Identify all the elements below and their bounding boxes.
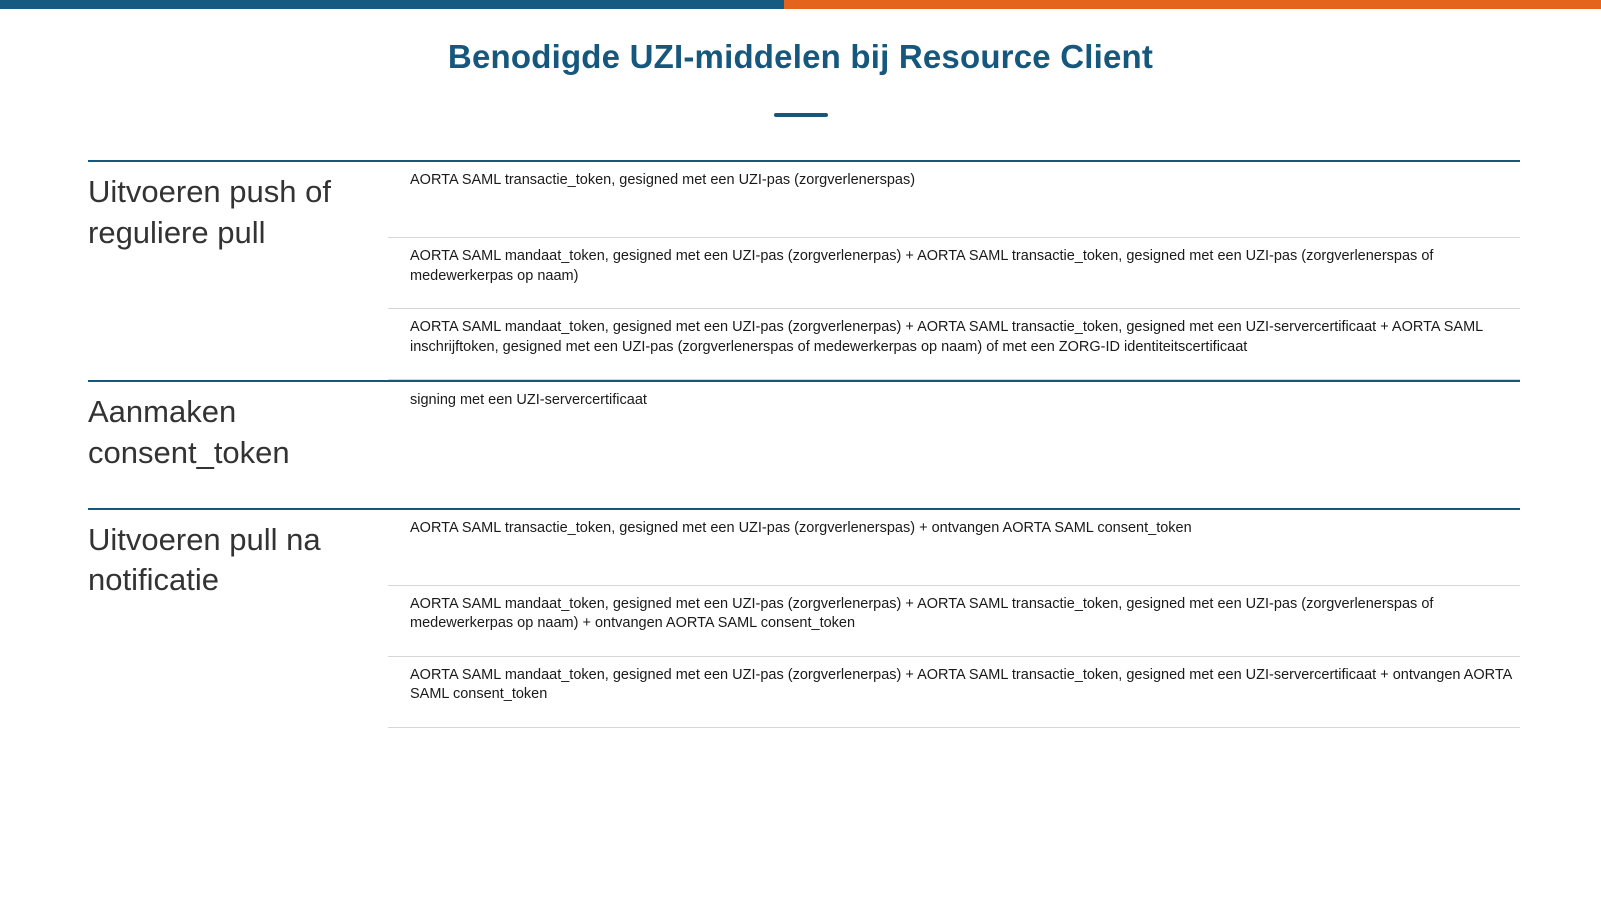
table-group-aanmaken-consent-token [88, 380, 1520, 508]
table-row [388, 586, 1520, 657]
table-row [388, 657, 1520, 728]
group-rows [388, 510, 1520, 738]
group-spacer [388, 728, 1520, 738]
top-accent-bar [0, 0, 1601, 9]
group-label: Uitvoeren pull na notificatie [88, 521, 321, 598]
table-row-text: AORTA SAML mandaat_token, gesigned met een UZI-pas (zorgverlenerpas) + AORTA SAML transactie_token, gesigned met een UZI-pas (zorgverlenerspas of medewerkerpas op naam) + ontvangen AORTA SAML consent_token [410, 595, 1434, 632]
table-row [388, 238, 1520, 309]
table-group-push-reguliere-pull [88, 160, 1520, 380]
group-spacer [388, 422, 1520, 508]
top-accent-bar-orange [784, 0, 1601, 9]
table-row-text: signing met een UZI-servercertificaat [410, 392, 647, 408]
table-row-text: AORTA SAML mandaat_token, gesigned met een UZI-pas (zorgverlenerpas) + AORTA SAML transactie_token, gesigned met een UZI-servercertificaat + ontvangen AORTA SAML consent_token [410, 666, 1512, 703]
table-row-text: AORTA SAML mandaat_token, gesigned met een UZI-pas (zorgverlenerpas) + AORTA SAML transactie_token, gesigned met een UZI-pas (zorgverlenerspas of medewerkerpas op naam) [410, 248, 1434, 284]
top-accent-bar-blue [0, 0, 784, 9]
group-label: Aanmaken consent_token [88, 394, 290, 470]
table-row [388, 510, 1520, 586]
group-label: Uitvoeren push of reguliere pull [88, 174, 331, 250]
table-row [388, 309, 1520, 380]
table-row-text: AORTA SAML transactie_token, gesigned met een UZI-pas (zorgverlenerspas) + ontvangen AORTA SAML consent_token [410, 519, 1192, 536]
table-row [388, 382, 1520, 422]
title-underline-rule [774, 113, 828, 117]
page-title: Benodigde UZI-middelen bij Resource Client [447, 38, 1154, 75]
table-row-text: AORTA SAML transactie_token, gesigned met een UZI-pas (zorgverlenerspas) [410, 172, 916, 188]
table-group-pull-na-notificatie [88, 508, 1520, 738]
group-rows [388, 162, 1520, 380]
group-rows [388, 382, 1520, 508]
table-row [388, 162, 1520, 238]
uzi-middelen-table [88, 160, 1520, 738]
table-row-text: AORTA SAML mandaat_token, gesigned met een UZI-pas (zorgverlenerpas) + AORTA SAML transactie_token, gesigned met een UZI-servercertificaat + AORTA SAML inschrijftoken, gesigned met een UZI-pas (zorgverlenerspas of medewerkerpas op naam) of met een ZORG-ID identiteitscertificaat [410, 319, 1483, 355]
